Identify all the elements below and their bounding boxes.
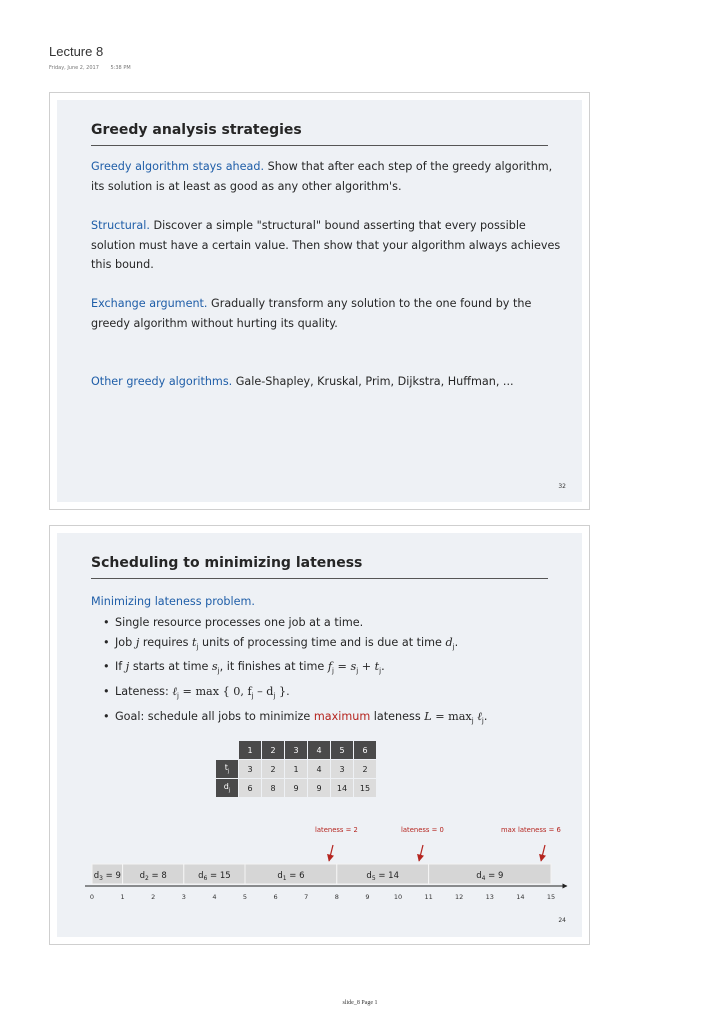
slide-scheduling	[49, 525, 590, 945]
bullet-item: • Goal: schedule all jobs to minimize maximum lateness $L = \max_j$ ℓ$_j$.	[103, 707, 487, 732]
table-cell: 14	[331, 779, 354, 798]
table-cell: 3	[331, 760, 354, 779]
axis-tick-label: 9	[365, 893, 370, 901]
paragraph-body: Gale-Shapley, Kruskal, Prim, Dijkstra, Huffman, ...	[232, 375, 514, 388]
slide-title: Scheduling to minimizing lateness	[91, 555, 363, 571]
table-cell: 9	[285, 779, 308, 798]
row-label: $t_j$	[216, 760, 239, 779]
slide-greedy-analysis	[49, 92, 590, 510]
paragraph-body: Gradually transform any solution to the one found by the greedy algorithm without hurting its quality.	[91, 297, 532, 330]
axis-tick-label: 14	[516, 893, 525, 901]
bullet-item: • Lateness: ℓ$_j$ = max { 0, $f_j - d_j$ }.	[103, 682, 487, 707]
paragraph-body: Discover a simple "structural" bound asserting that every possible solution must have a certain value. Then show that your algorithm always achieves this bound.	[91, 219, 561, 271]
paragraph-body: Show that after each step of the greedy algorithm, its solution is at least as good as any other algorithm's.	[91, 160, 553, 193]
axis-tick-label: 13	[485, 893, 494, 901]
page-footer: slide_8 Page 1	[342, 1000, 378, 1006]
axis-tick-label: 7	[304, 893, 309, 901]
table-cell: 9	[308, 779, 331, 798]
schedule-block-label: $d_4 = 9$	[476, 871, 504, 882]
table-cell: 4	[308, 760, 331, 779]
axis-tick-label: 10	[393, 893, 403, 901]
table-cell: 6	[239, 779, 262, 798]
note-meta	[49, 65, 141, 71]
axis-ticks	[90, 893, 555, 901]
table-cell: 3	[239, 760, 262, 779]
paragraph-lead: Other greedy algorithms.	[91, 375, 233, 388]
slide-page-number: 32	[558, 483, 566, 490]
table-cell: 4	[308, 741, 331, 760]
axis-tick-label: 5	[242, 893, 248, 901]
axis-tick-label: 4	[212, 893, 217, 901]
paragraph-structural	[91, 216, 561, 275]
table-cell: 2	[262, 741, 285, 760]
schedule-block-label: $d_6 = 15$	[198, 871, 231, 882]
axis-tick-label: 12	[455, 893, 464, 901]
axis-tick-label: 6	[273, 893, 278, 901]
table-cell: 3	[285, 741, 308, 760]
note-title: Lecture 8	[49, 44, 104, 59]
row-label: $d_j$	[216, 779, 239, 798]
schedule-blocks	[92, 864, 551, 884]
paragraph-exchange	[91, 294, 561, 333]
bullet-item: • If j starts at time $s_j$, it finishes at time $f_j = s_j + t_j$.	[103, 657, 487, 682]
axis-tick-label: 3	[181, 893, 186, 901]
bullet-item: • Job j requires $t_j$ units of processing time and is due at time $d_j$.	[103, 633, 487, 658]
axis-tick-label: 2	[151, 893, 156, 901]
schedule-block-label: $d_5 = 14$	[366, 871, 399, 882]
table-cell: 5	[331, 741, 354, 760]
table-cell: 2	[354, 760, 377, 779]
note-date: Friday, June 2, 2017	[49, 65, 99, 71]
title-rule	[91, 145, 548, 146]
annotation-lateness-0: lateness = 0	[401, 826, 444, 834]
red-arrow	[329, 845, 333, 861]
axis-tick-label: 15	[546, 893, 556, 901]
slide-page-number: 24	[558, 917, 566, 924]
note-time: 5:38 PM	[110, 65, 131, 71]
red-arrow	[541, 845, 545, 861]
schedule-diagram	[57, 533, 584, 939]
table-cell: 2	[262, 760, 285, 779]
axis-tick-label: 1	[120, 893, 125, 901]
red-arrow	[419, 845, 423, 861]
slide-title: Greedy analysis strategies	[91, 122, 302, 138]
axis-tick-label: 8	[334, 893, 339, 901]
table-cell: 8	[262, 779, 285, 798]
paragraph-lead: Exchange argument.	[91, 297, 208, 310]
annotation-max-lateness: max lateness = 6	[501, 826, 561, 834]
slide-body	[57, 533, 582, 937]
schedule-block-label: $d_1 = 6$	[277, 871, 305, 882]
schedule-block-label: $d_3 = 9$	[93, 871, 121, 882]
table-cell: 1	[239, 741, 262, 760]
annotation-lateness-2: lateness = 2	[315, 826, 358, 834]
problem-heading: Minimizing lateness problem.	[91, 595, 255, 608]
table-cell: 6	[354, 741, 377, 760]
table-cell: 15	[354, 779, 377, 798]
table-cell: 1	[285, 760, 308, 779]
paragraph-stays-ahead	[91, 157, 561, 196]
slide-body	[57, 100, 582, 502]
axis-tick-label: 0	[89, 893, 95, 901]
paragraph-lead: Structural.	[91, 219, 150, 232]
schedule-block-label: $d_2 = 8$	[139, 871, 167, 882]
paragraph-other	[91, 372, 571, 392]
bullet-item: • Single resource processes one job at a time.	[103, 613, 487, 633]
lateness-arrows	[329, 845, 545, 861]
axis-tick-label: 11	[424, 893, 433, 901]
paragraph-lead: Greedy algorithm stays ahead.	[91, 160, 265, 173]
